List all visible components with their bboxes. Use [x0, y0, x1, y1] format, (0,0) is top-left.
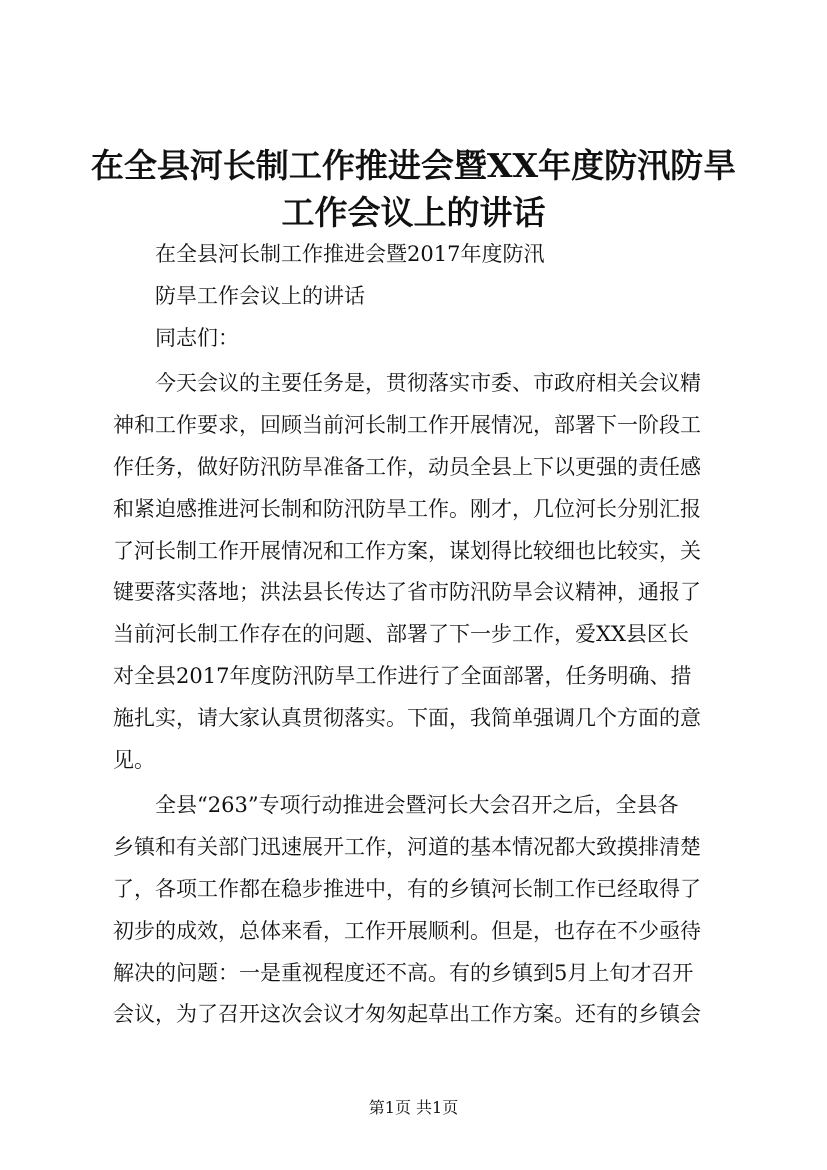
- paragraph-2-line: 解决的问题：一是重视程度还不高。有的乡镇到5月上旬才召开: [113, 960, 694, 985]
- paragraph-1-line: 对全县2017年度防汛防旱工作进行了全面部署，任务明确、措: [113, 663, 692, 688]
- paragraph-2-line: 初步的成效，总体来看，工作开展顺利。但是，也存在不少亟待: [113, 918, 701, 943]
- document-body: [113, 234, 735, 1036]
- paragraph-2: [113, 785, 735, 1036]
- salutation: 同志们：: [155, 325, 239, 350]
- title-line-1: 在全县河长制工作推进会暨XX年度防汛防旱: [90, 146, 737, 185]
- paragraph-1-line: 见。: [113, 747, 155, 772]
- paragraph-2-line: 乡镇和有关部门迅速展开工作，河道的基本情况都大致摸排清楚: [113, 835, 701, 860]
- paragraph-1-line: 作任务，做好防汛防旱准备工作，动员全县上下以更强的责任感: [113, 454, 701, 479]
- heading-line-2: 防旱工作会议上的讲话: [155, 283, 365, 308]
- heading-line-1: 在全县河长制工作推进会暨2017年度防汛: [155, 242, 545, 266]
- title-line-2: 工作会议上的讲话: [281, 193, 546, 232]
- page-footer: [0, 1097, 827, 1119]
- paragraph-1-line: 了河长制工作开展情况和工作方案，谋划得比较细也比较实，关: [113, 538, 701, 563]
- paragraph-2-line: 了，各项工作都在稳步推进中，有的乡镇河长制工作已经取得了: [113, 876, 701, 901]
- paragraph-1: [113, 363, 735, 781]
- paragraph-1-line: 当前河长制工作存在的问题、部署了下一步工作，爱XX县区长: [113, 622, 689, 647]
- paragraph-1-line: 施扎实，请大家认真贯彻落实。下面，我简单强调几个方面的意: [113, 705, 701, 730]
- paragraph-2-line: 全县“263”专项行动推进会暨河长大会召开之后，全县各: [155, 793, 679, 818]
- document-title: [90, 142, 737, 236]
- paragraph-2-line: 会议，为了召开这次会议才匆匆起草出工作方案。还有的乡镇会: [113, 1002, 701, 1027]
- paragraph-1-line: 神和工作要求，回顾当前河长制工作开展情况，部署下一阶段工: [113, 413, 701, 438]
- paragraph-1-line: 键要落实落地；洪法县长传达了省市防汛防旱会议精神，通报了: [113, 580, 701, 605]
- paragraph-1-line: 和紧迫感推进河长制和防汛防旱工作。刚才，几位河长分别汇报: [113, 496, 701, 521]
- paragraph-1-line: 今天会议的主要任务是，贯彻落实市委、市政府相关会议精: [155, 371, 701, 396]
- page-number-label: 第1页 共1页: [368, 1098, 459, 1117]
